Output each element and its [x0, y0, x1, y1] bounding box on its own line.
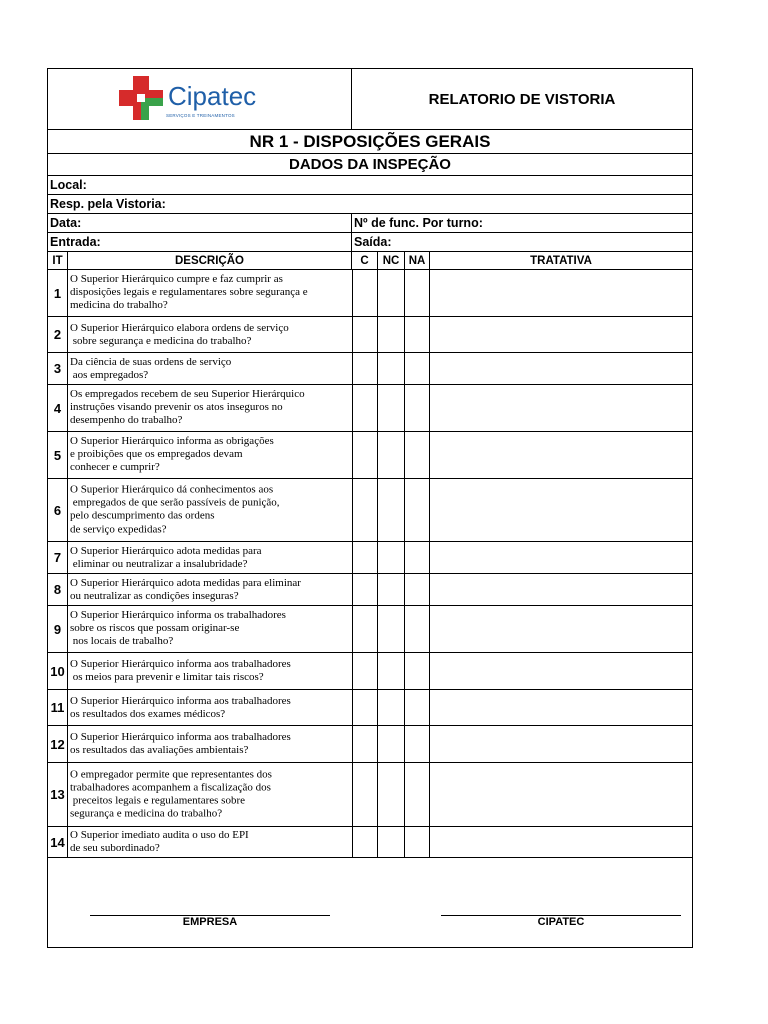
item-description: O Superior Hierárquico informa os trabalhadores sobre os riscos que possam originar-se nos locais de trabalho?: [70, 609, 286, 648]
item-description: O Superior Hierárquico informa aos trabalhadores os resultados dos exames médicos?: [70, 694, 291, 720]
item-description: O Superior Hierárquico informa aos trabalhadores os resultados das avaliações ambientais?: [70, 730, 291, 756]
field-entrada-row: [48, 233, 692, 252]
item-tratativa-field[interactable]: [430, 726, 692, 762]
table-row: [48, 479, 692, 542]
item-c-checkbox[interactable]: [352, 827, 378, 857]
item-tratativa-field[interactable]: [430, 653, 692, 689]
item-na-checkbox[interactable]: [405, 353, 430, 384]
item-c-checkbox[interactable]: [352, 574, 378, 605]
item-tratativa-field[interactable]: [430, 385, 692, 431]
item-description: O Superior Hierárquico informa aos trabalhadores os meios para prevenir e limitar tais riscos?: [70, 657, 291, 683]
item-tratativa-field[interactable]: [430, 353, 692, 384]
col-it: IT: [48, 252, 68, 269]
item-tratativa-field[interactable]: [430, 606, 692, 652]
item-number: 13: [48, 763, 68, 826]
item-na-checkbox[interactable]: [405, 653, 430, 689]
item-number: 5: [48, 432, 68, 478]
field-local[interactable]: [48, 176, 692, 195]
table-row: [48, 653, 692, 690]
logo-area: [48, 69, 352, 129]
table-row: [48, 574, 692, 606]
item-tratativa-field[interactable]: [430, 763, 692, 826]
item-nc-checkbox[interactable]: [378, 385, 405, 431]
cipatec-signature-label: CIPATEC: [537, 916, 585, 928]
field-func[interactable]: [352, 214, 692, 232]
item-description: Da ciência de suas ordens de serviço aos empregados?: [70, 355, 232, 381]
item-nc-checkbox[interactable]: [378, 763, 405, 826]
nr-title: NR 1 - DISPOSIÇÕES GERAIS: [48, 130, 692, 154]
cipatec-cross-logo-icon: [118, 75, 164, 121]
item-na-checkbox[interactable]: [405, 763, 430, 826]
table-row: [48, 763, 692, 827]
item-number: 11: [48, 690, 68, 725]
item-c-checkbox[interactable]: [352, 653, 378, 689]
item-number: 2: [48, 317, 68, 352]
item-na-checkbox[interactable]: [405, 432, 430, 478]
table-row: [48, 385, 692, 432]
item-c-checkbox[interactable]: [352, 726, 378, 762]
report-title: RELATORIO DE VISTORIA: [428, 90, 616, 108]
field-resp[interactable]: [48, 195, 692, 214]
item-c-checkbox[interactable]: [352, 317, 378, 352]
item-number: 4: [48, 385, 68, 431]
col-nc: NC: [378, 252, 405, 269]
item-c-checkbox[interactable]: [352, 353, 378, 384]
item-c-checkbox[interactable]: [352, 432, 378, 478]
item-number: 10: [48, 653, 68, 689]
item-nc-checkbox[interactable]: [378, 317, 405, 352]
table-row: [48, 726, 692, 763]
item-na-checkbox[interactable]: [405, 827, 430, 857]
item-tratativa-field[interactable]: [430, 432, 692, 478]
item-nc-checkbox[interactable]: [378, 432, 405, 478]
item-nc-checkbox[interactable]: [378, 653, 405, 689]
item-nc-checkbox[interactable]: [378, 353, 405, 384]
field-saida[interactable]: [352, 233, 692, 251]
item-nc-checkbox[interactable]: [378, 574, 405, 605]
item-na-checkbox[interactable]: [405, 542, 430, 573]
item-nc-checkbox[interactable]: [378, 726, 405, 762]
item-number: 7: [48, 542, 68, 573]
item-number: 14: [48, 827, 68, 857]
field-saida-label: Saída:: [354, 235, 392, 249]
field-data-row: [48, 214, 692, 233]
table-row: [48, 432, 692, 479]
item-tratativa-field[interactable]: [430, 574, 692, 605]
item-na-checkbox[interactable]: [405, 479, 430, 541]
col-descricao: DESCRIÇÃO: [68, 252, 352, 269]
item-description: O Superior Hierárquico informa as obrigações e proibições que os empregados devam conhecer e cumprir?: [70, 435, 274, 474]
item-number: 8: [48, 574, 68, 605]
item-description: O Superior Hierárquico cumpre e faz cumprir as disposições legais e regulamentares sobre segurança e medicina do trabalho?: [70, 273, 308, 312]
logo-tagline: SERVIÇOS E TREINAMENTOS: [166, 113, 235, 118]
item-c-checkbox[interactable]: [352, 479, 378, 541]
item-description: O Superior Hierárquico elabora ordens de serviço sobre segurança e medicina do trabalho?: [70, 321, 289, 347]
item-nc-checkbox[interactable]: [378, 606, 405, 652]
item-tratativa-field[interactable]: [430, 827, 692, 857]
item-na-checkbox[interactable]: [405, 317, 430, 352]
item-description: O empregador permite que representantes dos trabalhadores acompanhem a fiscalização dos preceitos legais e regulamentares sobre segurança e medicina do trabalho?: [70, 768, 272, 820]
item-na-checkbox[interactable]: [405, 270, 430, 316]
item-tratativa-field[interactable]: [430, 479, 692, 541]
item-description: O Superior Hierárquico adota medidas para eliminar ou neutralizar as condições inseguras?: [70, 576, 301, 602]
field-resp-label: Resp. pela Vistoria:: [50, 197, 166, 211]
field-func-label: Nº de func. Por turno:: [354, 216, 483, 230]
section-title: DADOS DA INSPEÇÃO: [48, 154, 692, 176]
item-nc-checkbox[interactable]: [378, 270, 405, 316]
item-c-checkbox[interactable]: [352, 385, 378, 431]
item-nc-checkbox[interactable]: [378, 542, 405, 573]
item-na-checkbox[interactable]: [405, 726, 430, 762]
table-row: [48, 827, 692, 858]
inspection-form: [47, 68, 693, 948]
item-tratativa-field[interactable]: [430, 317, 692, 352]
field-entrada[interactable]: [48, 233, 352, 251]
table-row: [48, 353, 692, 385]
item-number: 12: [48, 726, 68, 762]
table-row: [48, 542, 692, 574]
item-tratativa-field[interactable]: [430, 270, 692, 316]
item-c-checkbox[interactable]: [352, 763, 378, 826]
item-na-checkbox[interactable]: [405, 606, 430, 652]
table-row: [48, 317, 692, 353]
table-row: [48, 606, 692, 653]
item-c-checkbox[interactable]: [352, 690, 378, 725]
field-data-label: Data:: [50, 216, 82, 230]
item-number: 9: [48, 606, 68, 652]
item-tratativa-field[interactable]: [430, 690, 692, 725]
item-nc-checkbox[interactable]: [378, 690, 405, 725]
item-na-checkbox[interactable]: [405, 574, 430, 605]
empresa-signature-label: EMPRESA: [182, 916, 238, 928]
table-row: [48, 690, 692, 726]
item-description: Os empregados recebem de seu Superior Hierárquico instruções visando prevenir os atos inseguros no desempenho do trabalho?: [70, 388, 305, 427]
item-c-checkbox[interactable]: [352, 542, 378, 573]
col-c: C: [352, 252, 378, 269]
item-na-checkbox[interactable]: [405, 385, 430, 431]
item-na-checkbox[interactable]: [405, 690, 430, 725]
col-tratativa: TRATATIVA: [530, 254, 592, 267]
item-tratativa-field[interactable]: [430, 542, 692, 573]
item-nc-checkbox[interactable]: [378, 479, 405, 541]
item-description: O Superior Hierárquico adota medidas para eliminar ou neutralizar a insalubridade?: [70, 544, 262, 570]
item-number: 1: [48, 270, 68, 316]
item-number: 6: [48, 479, 68, 541]
field-data[interactable]: [48, 214, 352, 232]
field-local-label: Local:: [50, 178, 87, 192]
item-description: O Superior Hierárquico dá conhecimentos aos empregados de que serão passíveis de punição, pelo descumprimento das ordens de serviço expedidas?: [70, 483, 280, 536]
table-header-row: [48, 252, 692, 270]
logo-name: Cipatec: [168, 81, 257, 111]
table-row: [48, 270, 692, 317]
col-na: NA: [405, 252, 430, 269]
item-c-checkbox[interactable]: [352, 606, 378, 652]
field-entrada-label: Entrada:: [50, 235, 101, 249]
header-row: [48, 69, 692, 130]
item-nc-checkbox[interactable]: [378, 827, 405, 857]
item-c-checkbox[interactable]: [352, 270, 378, 316]
item-description: O Superior imediato audita o uso do EPI de seu subordinado?: [70, 828, 249, 854]
item-number: 3: [48, 353, 68, 384]
